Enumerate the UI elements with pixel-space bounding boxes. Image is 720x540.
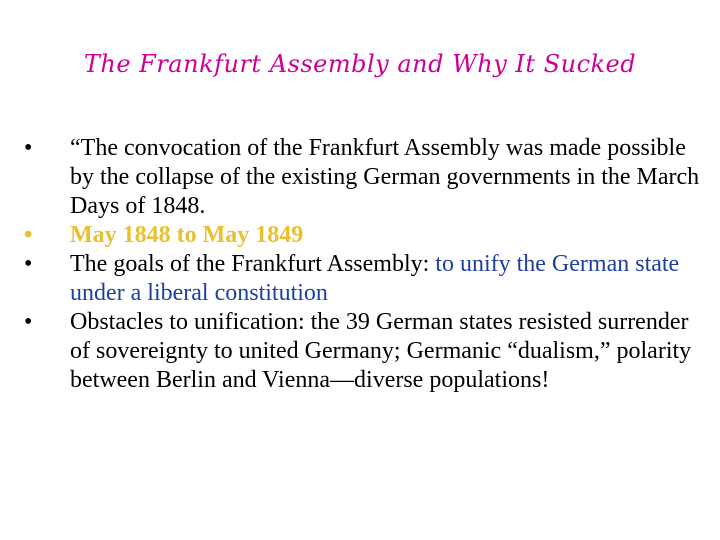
goals-prefix: The goals of the Frankfurt Assembly: [70, 251, 436, 277]
bullet-icon: • [24, 222, 33, 248]
bullet-item-dates [24, 221, 700, 250]
slide-title: The Frankfurt Assembly and Why It Sucked [83, 50, 637, 78]
date-range-text: May 1848 to May 1849 [70, 222, 304, 248]
bullet-text: “The convocation of the Frankfurt Assembly was made possible by the collapse of the existing German governments in the March Days of 1848. [70, 135, 700, 219]
goals-highlight: to unify the German state under a liberal constitution [70, 251, 680, 306]
bullet-icon: • [24, 309, 33, 335]
bullet-item-goals [24, 250, 700, 308]
bullet-icon: • [24, 135, 33, 161]
bullet-text: Obstacles to unification: the 39 German states resisted surrender of sovereignty to united Germany; Germanic “dualism,” polarity between Berlin and Vienna—diverse populations! [70, 309, 692, 393]
bullet-item-obstacles [24, 308, 700, 395]
bullet-item-convocation [24, 134, 700, 221]
bullet-icon: • [24, 251, 33, 277]
bullet-list [24, 134, 700, 395]
bullet-text [70, 250, 700, 308]
